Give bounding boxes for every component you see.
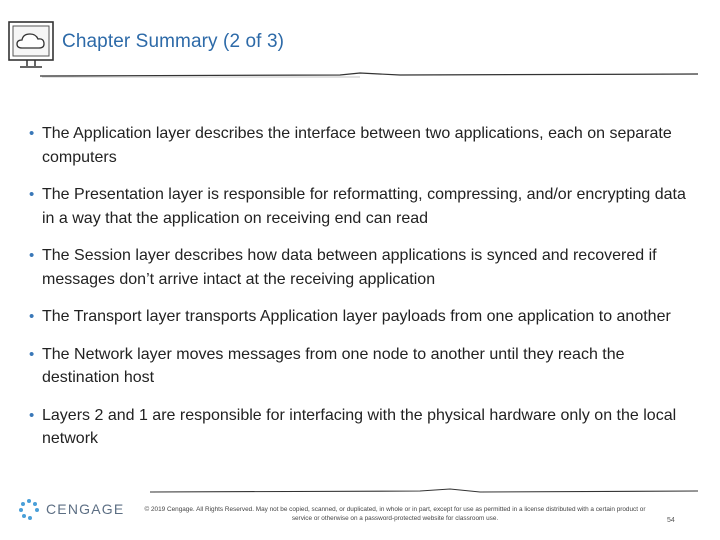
bullet-icon: • [29,247,35,264]
cengage-logo [18,494,124,524]
bullet-text: Layers 2 and 1 are responsible for interfacing with the physical hardware only on the local network [42,406,677,447]
list-item [29,343,699,390]
bullet-icon: • [29,125,35,142]
bullet-icon: • [29,308,35,325]
bullet-text: The Application layer describes the interface between two applications, each on separate computers [42,125,672,166]
title-divider [40,68,698,82]
copyright-notice: © 2019 Cengage. All Rights Reserved. May not be copied, scanned, or duplicated, in whole or in part, except for use as permitted in a license distributed with a certain product or service or otherwise on a password-protected website for classroom use. [144,506,646,522]
bullet-text: The Presentation layer is responsible for reformatting, compressing, and/or encrypting data in a way that the application on receiving end can read [42,186,686,227]
bullet-icon: • [29,186,35,203]
list-item [29,244,699,291]
bullet-text: The Network layer moves messages from one node to another until they reach the destination host [42,345,625,386]
cengage-mark-icon [18,498,40,520]
list-item [29,122,699,169]
list-item [29,305,699,329]
list-item [29,183,699,230]
brand-name: CENGAGE [46,501,125,517]
list-item [29,404,699,451]
cloud-monitor-icon [8,20,56,70]
bullet-icon: • [29,345,35,363]
bullet-icon: • [29,406,35,424]
bullet-text: The Transport layer transports Application layer payloads from one application to another [42,308,671,325]
page-title: Chapter Summary (2 of 3) [62,31,285,52]
footer-divider [150,486,698,498]
bullet-list [29,122,699,465]
bullet-text: The Session layer describes how data between applications is synced and recovered if messages don’t arrive intact at the receiving application [42,247,657,288]
page-number: 54 [667,517,675,524]
